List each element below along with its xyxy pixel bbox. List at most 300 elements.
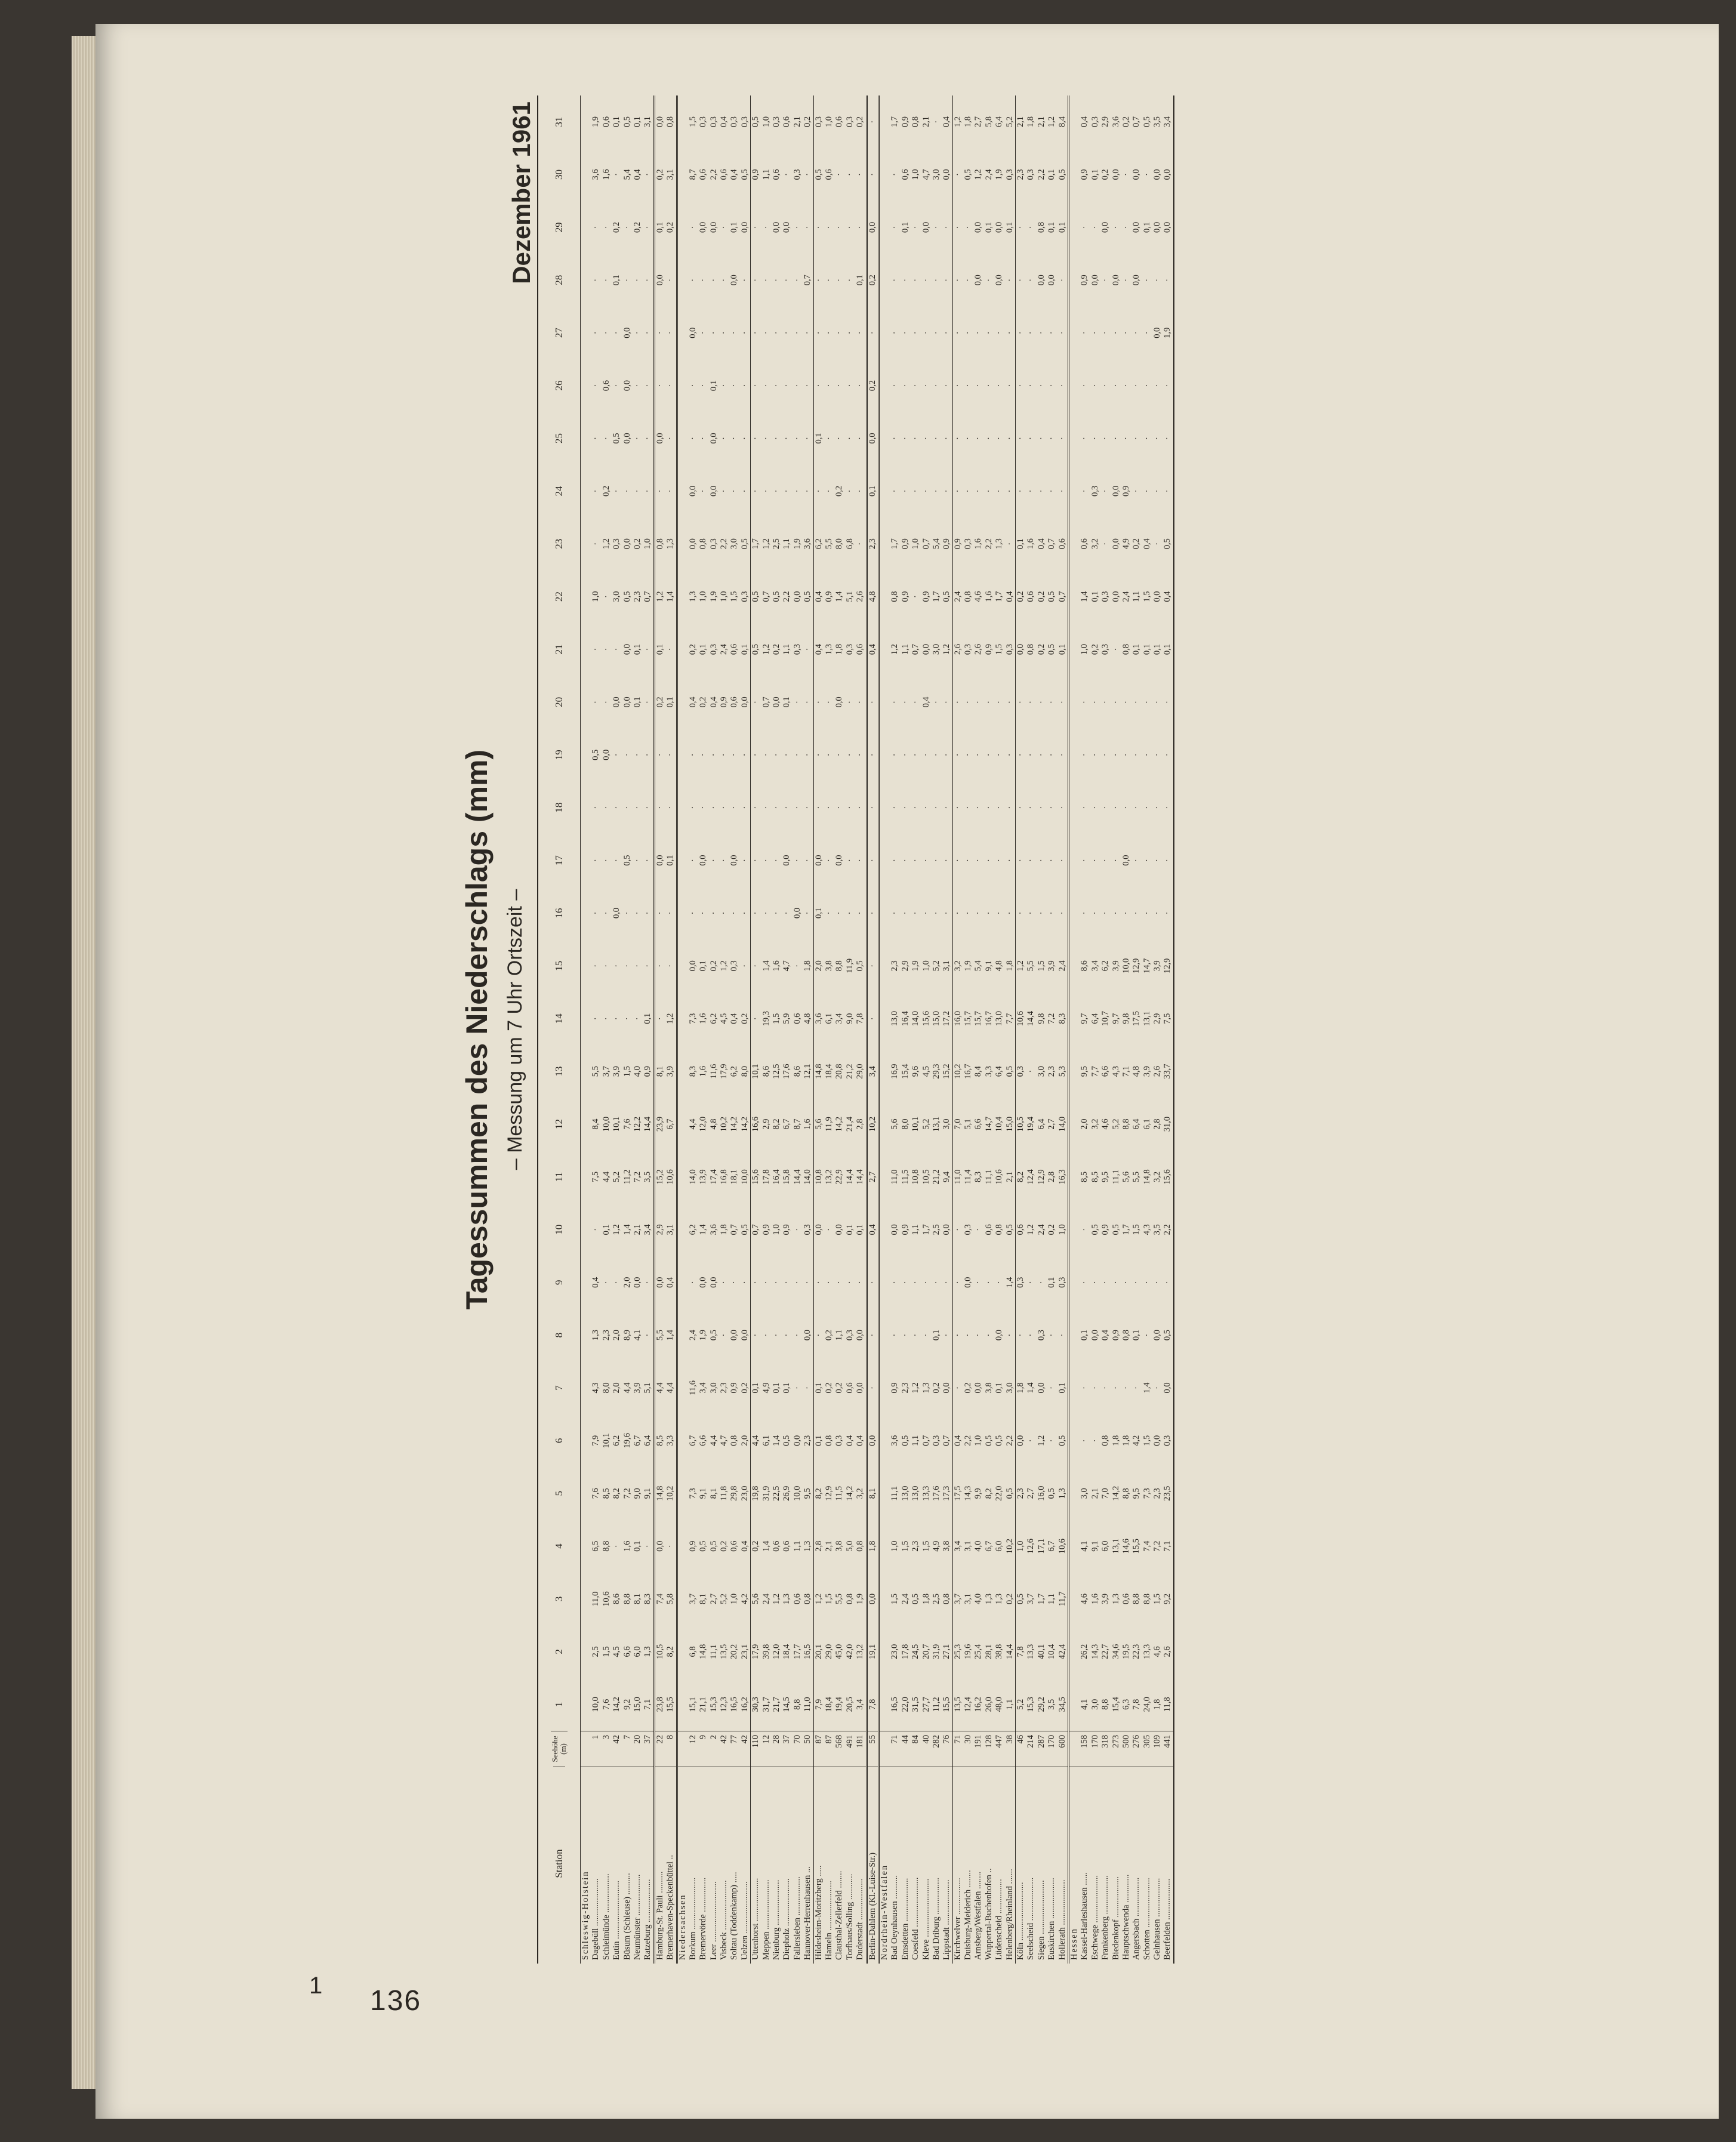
precip-value-cell: ·: [855, 542, 865, 545]
precip-value-cell: ·: [942, 1281, 952, 1284]
precip-value-cell: 9,7: [1111, 1013, 1121, 1024]
precip-value-cell: 2,1: [1036, 116, 1046, 128]
precip-value-cell: 1,1: [900, 643, 910, 655]
station-name: Duisburg-Meiderich ........: [963, 1767, 973, 1964]
precip-value-cell: 16,5: [890, 1697, 900, 1712]
precip-value-cell: 1,6: [803, 1118, 813, 1130]
precip-value-cell: ·: [900, 1281, 910, 1284]
precip-value-cell: 29,0: [855, 1064, 865, 1079]
precip-value-cell: 0,3: [1036, 1330, 1046, 1341]
precip-value-cell: [678, 1678, 688, 1731]
precip-value-cell: ·: [1100, 806, 1111, 809]
precip-value-cell: ·: [911, 1281, 921, 1284]
precip-value-cell: 0,9: [900, 591, 910, 602]
precip-value-cell: ·: [994, 806, 1004, 809]
precip-value-cell: ·: [739, 278, 750, 282]
precip-value-cell: 2,6: [973, 643, 983, 655]
precip-value-cell: ·: [1047, 753, 1057, 757]
precip-value-cell: 2,1: [921, 116, 931, 128]
precip-value-cell: 7,9: [591, 1435, 601, 1446]
precip-value-cell: [880, 993, 890, 1045]
precip-value-cell: ·: [643, 1281, 653, 1284]
precip-value-cell: 0,3: [813, 116, 824, 128]
precip-value-cell: ·: [867, 1333, 877, 1337]
precip-value-cell: 0,0: [739, 696, 750, 708]
precip-value-cell: [880, 254, 890, 306]
precip-value-cell: ·: [612, 1281, 622, 1284]
precip-value-cell: 0,1: [1152, 643, 1163, 655]
precip-value-cell: 3,3: [983, 1066, 994, 1077]
precip-value-cell: ·: [963, 278, 973, 282]
precip-value-cell: 23,0: [739, 1485, 750, 1501]
precip-value-cell: 2,0: [622, 1277, 632, 1288]
precip-value-cell: 0,6: [772, 169, 782, 180]
precip-value-cell: ·: [1057, 911, 1067, 915]
station-height: 28: [772, 1731, 782, 1767]
precip-value-cell: ·: [931, 806, 941, 809]
precip-value-cell: 6,7: [782, 1118, 792, 1130]
table-row: [855, 95, 865, 1964]
day-column-header: 10: [553, 1224, 565, 1235]
precip-value-cell: 0,3: [803, 1224, 813, 1235]
precip-value-cell: 10,6: [601, 1591, 611, 1607]
precip-value-cell: 0,4: [1100, 1330, 1111, 1341]
precip-value-cell: 0,0: [1131, 275, 1142, 286]
precip-value-cell: ·: [921, 859, 931, 862]
day-column-header: 26: [553, 380, 565, 391]
station-height: 46: [1016, 1731, 1026, 1767]
precip-value-cell: ·: [612, 753, 622, 757]
precip-value-cell: ·: [1016, 753, 1026, 757]
precip-value-cell: 1,0: [643, 538, 653, 550]
precip-value-cell: 8,4: [591, 1118, 601, 1130]
precip-value-cell: ·: [844, 806, 855, 809]
precip-value-cell: ·: [867, 1281, 877, 1284]
precip-value-cell: 7,6: [622, 1118, 632, 1130]
precip-value-cell: 0,1: [655, 643, 665, 655]
precip-value-cell: [880, 570, 890, 622]
precip-value-cell: ·: [1100, 700, 1111, 704]
precip-value-cell: ·: [900, 753, 910, 757]
precip-value-cell: ·: [803, 437, 813, 440]
station-height: [880, 1731, 890, 1767]
precip-value-cell: ·: [813, 226, 824, 229]
precip-value-cell: 1,6: [973, 538, 983, 550]
precip-value-cell: [581, 834, 591, 886]
precip-value-cell: 10,5: [921, 1169, 931, 1185]
precip-value-cell: 1,2: [719, 960, 729, 972]
precip-value-cell: 0,3: [844, 116, 855, 128]
precip-value-cell: 22,7: [1100, 1644, 1111, 1660]
precip-value-cell: 1,7: [1121, 1224, 1131, 1235]
precip-value-cell: 0,7: [729, 1224, 739, 1235]
precip-value-cell: 0,0: [655, 275, 665, 286]
precip-value-cell: ·: [792, 1228, 802, 1231]
precip-value-cell: 1,0: [921, 960, 931, 972]
precip-value-cell: ·: [844, 331, 855, 335]
precip-value-cell: 0,8: [1121, 643, 1131, 655]
precip-value-cell: 17,5: [952, 1485, 963, 1501]
station-name: Hauptschwenda .............: [1121, 1767, 1131, 1964]
precip-value-cell: [1069, 1045, 1080, 1098]
precip-value-cell: 0,3: [792, 643, 802, 655]
precip-value-cell: 0,5: [622, 855, 632, 866]
station-name: Kirchwelver .................: [953, 1767, 963, 1964]
precip-value-cell: ·: [782, 1333, 792, 1337]
precip-value-cell: 4,9: [1121, 538, 1131, 550]
precip-value-cell: 5,4: [973, 960, 983, 972]
precip-value-cell: 1,0: [911, 538, 921, 550]
precip-value-cell: ·: [834, 911, 844, 915]
day-column-header: 6: [553, 1438, 565, 1444]
precip-value-cell: 4,4: [655, 1382, 665, 1394]
precip-value-cell: ·: [739, 1281, 750, 1284]
precip-value-cell: 0,3: [1004, 643, 1015, 655]
precip-value-cell: ·: [643, 437, 653, 440]
precip-value-cell: ·: [900, 1333, 910, 1337]
precip-value-cell: 0,9: [719, 696, 729, 708]
precip-value-cell: ·: [824, 226, 834, 229]
precip-value-cell: 2,4: [1036, 1224, 1046, 1235]
precip-value-cell: 0,0: [687, 960, 698, 972]
precip-value-cell: ·: [1026, 1281, 1036, 1284]
precip-value-cell: 3,7: [601, 1066, 611, 1077]
precip-value-cell: [581, 993, 591, 1045]
precip-value-cell: 0,2: [655, 696, 665, 708]
precip-value-cell: ·: [1111, 700, 1121, 704]
precip-value-cell: 14,7: [983, 1116, 994, 1132]
precip-value-cell: ·: [1057, 859, 1067, 862]
precip-value-cell: 15,4: [1111, 1697, 1121, 1712]
precip-value-cell: 2,3: [803, 1435, 813, 1446]
precip-value-cell: 2,2: [719, 538, 729, 550]
precip-value-cell: 0,7: [1131, 116, 1142, 128]
precip-value-cell: 15,7: [963, 1011, 973, 1027]
precip-value-cell: 10,2: [952, 1064, 963, 1079]
day-column-header: 4: [553, 1543, 565, 1549]
precip-value-cell: 11,9: [844, 958, 855, 973]
precip-value-cell: 15,1: [687, 1697, 698, 1712]
precip-value-cell: 0,0: [708, 433, 719, 444]
precip-value-cell: 0,0: [632, 1277, 642, 1288]
region-name: Niedersachsen: [678, 1767, 688, 1964]
precip-value-cell: ·: [1036, 806, 1046, 809]
precip-value-cell: 5,5: [1131, 1171, 1142, 1182]
precip-value-cell: ·: [911, 331, 921, 335]
precip-value-cell: 9,6: [911, 1066, 921, 1077]
station-name: Nienburg .....................: [772, 1767, 782, 1964]
precip-value-cell: 7,8: [867, 1699, 877, 1710]
precip-value-cell: 15,2: [655, 1169, 665, 1185]
precip-value-cell: 0,9: [890, 1382, 900, 1394]
precip-value-cell: ·: [591, 964, 601, 967]
precip-value-cell: ·: [655, 806, 665, 809]
station-height: [581, 1731, 591, 1767]
precip-value-cell: ·: [622, 911, 632, 915]
precip-value-cell: 16,4: [900, 1011, 910, 1027]
precip-value-cell: 0,0: [729, 275, 739, 286]
precip-value-cell: [581, 517, 591, 570]
precip-value-cell: 0,6: [792, 1593, 802, 1605]
precip-value-cell: 8,6: [1080, 960, 1090, 972]
precip-value-cell: ·: [1016, 437, 1026, 440]
precip-value-cell: ·: [698, 806, 708, 809]
precip-value-cell: [678, 939, 688, 992]
table-row: [942, 95, 952, 1964]
table-row: [911, 95, 921, 1964]
precip-value-cell: 0,2: [867, 380, 877, 392]
precip-value-cell: [1069, 1151, 1080, 1203]
precip-value-cell: 0,3: [1026, 169, 1036, 180]
precip-value-cell: 21,4: [844, 1116, 855, 1132]
precip-value-cell: 1,9: [792, 538, 802, 550]
precip-value-cell: 21,1: [698, 1697, 708, 1712]
precip-value-cell: 12,6: [1026, 1538, 1036, 1554]
precip-value-cell: 8,1: [655, 1066, 665, 1077]
precip-value-cell: ·: [1036, 489, 1046, 493]
precip-value-cell: ·: [772, 911, 782, 915]
precip-value-cell: 23,0: [890, 1644, 900, 1660]
precip-value-cell: ·: [665, 806, 676, 809]
precip-value-cell: ·: [643, 859, 653, 862]
precip-value-cell: ·: [983, 1281, 994, 1284]
precip-value-cell: 0,1: [994, 1382, 1004, 1394]
precip-value-cell: 26,0: [983, 1697, 994, 1712]
precip-value-cell: 0,0: [973, 1382, 983, 1394]
precip-value-cell: 0,0: [687, 538, 698, 550]
precip-value-cell: 2,3: [1152, 1488, 1163, 1499]
precip-value-cell: 11,1: [1111, 1169, 1121, 1185]
page-number: 136: [370, 1985, 422, 2017]
precip-value-cell: ·: [1152, 489, 1163, 493]
precip-value-cell: 6,8: [687, 1646, 698, 1657]
precip-value-cell: ·: [921, 489, 931, 493]
precip-value-cell: ·: [1163, 700, 1173, 704]
precip-value-cell: ·: [739, 437, 750, 440]
table-row: [1142, 95, 1152, 1964]
precip-value-cell: ·: [1163, 489, 1173, 493]
precip-value-cell: ·: [1080, 806, 1090, 809]
precip-value-cell: [880, 517, 890, 570]
precip-value-cell: ·: [1100, 542, 1111, 545]
precip-value-cell: 1,0: [911, 169, 921, 180]
precip-value-cell: 1,2: [772, 1593, 782, 1605]
precip-value-cell: ·: [1111, 753, 1121, 757]
precip-value-cell: ·: [601, 911, 611, 915]
precip-value-cell: 4,8: [1131, 1066, 1142, 1077]
station-name: Visbeck .......................: [719, 1767, 729, 1964]
precip-value-cell: 0,5: [751, 591, 761, 602]
precip-value-cell: 19,4: [834, 1697, 844, 1712]
precip-value-cell: 0,5: [1004, 1488, 1015, 1499]
precip-value-cell: ·: [921, 1281, 931, 1284]
precip-value-cell: 21,2: [844, 1064, 855, 1079]
precip-value-cell: 6,2: [729, 1066, 739, 1077]
precip-value-cell: [678, 781, 688, 834]
station-height: 109: [1152, 1731, 1163, 1767]
precip-value-cell: ·: [1057, 331, 1067, 335]
precip-value-cell: 1,4: [1026, 1382, 1036, 1394]
table-row: [1121, 95, 1131, 1964]
precip-value-cell: ·: [983, 278, 994, 282]
station-name: Hollerath .....................: [1057, 1767, 1068, 1964]
precip-value-cell: 0,3: [1057, 1277, 1067, 1288]
precip-value-cell: 0,2: [708, 960, 719, 972]
precip-value-cell: ·: [1026, 1070, 1036, 1073]
precip-value-cell: 4,7: [782, 960, 792, 972]
precip-value-cell: 11,0: [591, 1591, 601, 1607]
precip-value-cell: ·: [601, 700, 611, 704]
precip-value-cell: 1,3: [1111, 1593, 1121, 1605]
precip-value-cell: 6,4: [1131, 1118, 1142, 1130]
precip-value-cell: 8,3: [643, 1593, 653, 1605]
precip-value-cell: ·: [739, 331, 750, 335]
precip-value-cell: ·: [591, 1228, 601, 1231]
precip-value-cell: ·: [973, 1281, 983, 1284]
precip-value-cell: ·: [952, 753, 963, 757]
precip-value-cell: 1,8: [1111, 1435, 1121, 1446]
precip-value-cell: 0,6: [844, 1382, 855, 1394]
table-row: [1090, 95, 1100, 1964]
precip-value-cell: 2,3: [601, 1330, 611, 1341]
precip-value-cell: 0,4: [921, 696, 931, 708]
precip-value-cell: 3,1: [963, 1593, 973, 1605]
precip-value-cell: 3,7: [687, 1593, 698, 1605]
precip-value-cell: ·: [782, 911, 792, 915]
precip-value-cell: 3,4: [952, 1540, 963, 1552]
precip-value-cell: 1,9: [994, 169, 1004, 180]
precip-value-cell: ·: [698, 753, 708, 757]
precip-value-cell: 16,5: [729, 1697, 739, 1712]
precip-value-cell: 3,1: [942, 960, 952, 972]
precip-value-cell: ·: [739, 859, 750, 862]
precip-value-cell: 4,1: [1080, 1699, 1090, 1710]
precip-value-cell: 10,2: [867, 1116, 877, 1132]
precip-value-cell: ·: [1016, 700, 1026, 704]
precip-value-cell: 8,1: [632, 1593, 642, 1605]
precip-value-cell: 7,9: [813, 1699, 824, 1710]
precip-value-cell: 12,5: [772, 1064, 782, 1079]
precip-value-cell: ·: [983, 1333, 994, 1337]
precip-value-cell: 6,1: [824, 1013, 834, 1024]
precip-value-cell: 0,6: [729, 643, 739, 655]
precip-value-cell: 1,6: [601, 169, 611, 180]
precip-value-cell: 11,6: [708, 1064, 719, 1079]
precip-value-cell: 9,2: [1163, 1593, 1173, 1605]
precip-value-cell: ·: [665, 331, 676, 335]
precip-value-cell: ·: [792, 437, 802, 440]
precip-value-cell: ·: [1016, 1333, 1026, 1337]
precip-value-cell: ·: [792, 753, 802, 757]
station-name: Köln ...........................: [1016, 1767, 1026, 1964]
precip-value-cell: ·: [890, 226, 900, 229]
precip-value-cell: 0,0: [855, 1382, 865, 1394]
precip-value-cell: 3,4: [643, 1224, 653, 1235]
precip-value-cell: 16,9: [890, 1064, 900, 1079]
precip-value-cell: 0,0: [1152, 1330, 1163, 1341]
station-name: Hannover-Herrenhausen ...: [803, 1767, 813, 1964]
precip-value-cell: ·: [803, 1386, 813, 1389]
precip-value-cell: ·: [1004, 542, 1015, 545]
station-height: 40: [921, 1731, 932, 1767]
precip-value-cell: [1069, 1625, 1080, 1678]
precip-value-cell: 28,1: [983, 1644, 994, 1660]
precip-value-cell: ·: [994, 489, 1004, 493]
table-row: [602, 95, 612, 1964]
precip-value-cell: 0,5: [1057, 1435, 1067, 1446]
precip-value-cell: ·: [994, 911, 1004, 915]
precip-value-cell: 0,4: [591, 1277, 601, 1288]
table-row: [921, 95, 932, 1964]
precip-value-cell: 1,8: [803, 960, 813, 972]
precip-value-cell: ·: [751, 964, 761, 967]
precip-value-cell: 2,2: [782, 591, 792, 602]
precip-value-cell: [1069, 306, 1080, 359]
precip-value-cell: ·: [1100, 384, 1111, 387]
precip-value-cell: ·: [1121, 1386, 1131, 1389]
precip-value-cell: 4,4: [708, 1435, 719, 1446]
precip-value-cell: ·: [824, 1228, 834, 1231]
precip-value-cell: 0,8: [1121, 1330, 1131, 1341]
precip-value-cell: 0,2: [655, 169, 665, 180]
region-heading-row: [581, 95, 591, 1964]
precip-value-cell: ·: [983, 384, 994, 387]
precip-value-cell: ·: [643, 700, 653, 704]
precip-value-cell: ·: [612, 964, 622, 967]
precip-value-cell: ·: [952, 384, 963, 387]
precip-value-cell: 0,1: [665, 855, 676, 866]
precip-value-cell: ·: [792, 1281, 802, 1284]
precip-value-cell: 7,2: [622, 1488, 632, 1499]
precip-value-cell: ·: [1121, 806, 1131, 809]
precip-value-cell: 22,5: [772, 1485, 782, 1501]
precip-value-cell: ·: [1026, 489, 1036, 493]
station-height: 441: [1163, 1731, 1173, 1767]
precip-value-cell: 8,8: [622, 1593, 632, 1605]
precip-value-cell: 3,4: [855, 1699, 865, 1710]
precip-value-cell: ·: [772, 1281, 782, 1284]
precip-value-cell: 7,4: [1142, 1540, 1152, 1552]
precip-value-cell: [880, 781, 890, 834]
precip-value-cell: [678, 834, 688, 886]
precip-value-cell: 6,1: [1142, 1118, 1152, 1130]
precip-value-cell: 7,5: [591, 1171, 601, 1182]
precip-value-cell: ·: [1142, 700, 1152, 704]
precip-value-cell: ·: [890, 700, 900, 704]
precip-value-cell: [1069, 1573, 1080, 1625]
precip-value-cell: 31,9: [931, 1644, 941, 1660]
precip-value-cell: 0,3: [963, 1224, 973, 1235]
precip-value-cell: 1,4: [1142, 1382, 1152, 1394]
precip-value-cell: 10,4: [994, 1116, 1004, 1132]
precip-value-cell: ·: [867, 173, 877, 176]
precip-value-cell: ·: [1016, 489, 1026, 493]
precip-value-cell: 2,6: [952, 643, 963, 655]
precip-value-cell: ·: [855, 331, 865, 335]
precip-value-cell: ·: [739, 911, 750, 915]
precip-value-cell: 1,4: [761, 1540, 771, 1552]
precip-value-cell: ·: [622, 964, 632, 967]
precip-value-cell: 7,8: [1131, 1699, 1142, 1710]
station-name: Angersbach ..................: [1131, 1767, 1142, 1964]
precip-value-cell: [581, 570, 591, 622]
precip-value-cell: 0,1: [813, 1382, 824, 1394]
precip-value-cell: ·: [622, 1017, 632, 1021]
precip-value-cell: 10,0: [601, 1116, 611, 1132]
precip-value-cell: 0,0: [973, 221, 983, 233]
precip-value-cell: ·: [601, 278, 611, 282]
precip-value-cell: ·: [931, 278, 941, 282]
